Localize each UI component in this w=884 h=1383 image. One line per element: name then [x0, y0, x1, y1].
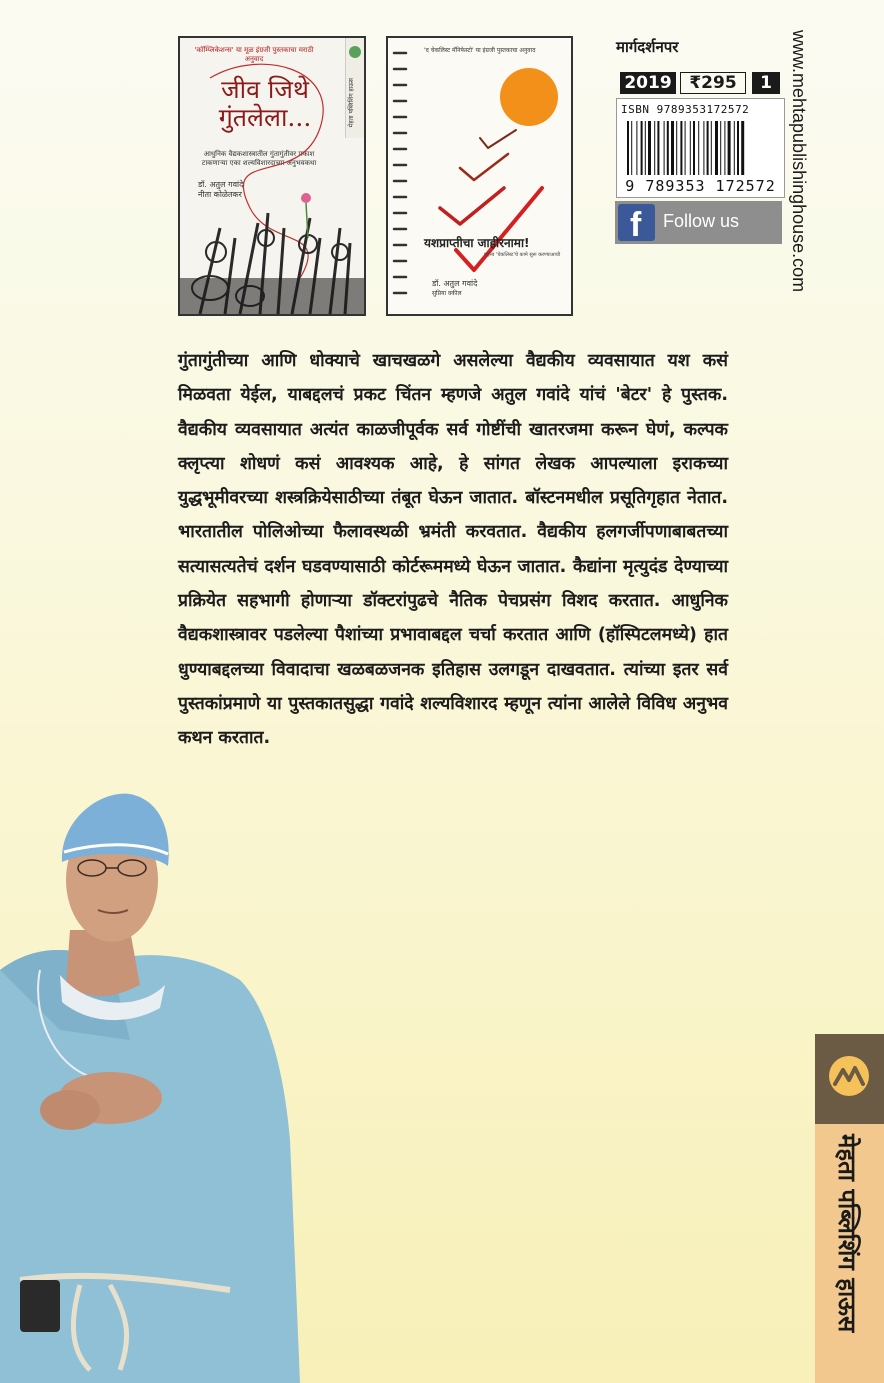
isbn-label: ISBN 9789353172572 [621, 103, 750, 116]
author-photo [0, 780, 300, 1383]
publisher-logo [815, 1034, 884, 1124]
price-row [620, 72, 781, 96]
publisher-name: मेहता पब्लिशिंग हाऊस [833, 1134, 861, 1333]
edition-box: 1 [752, 72, 780, 94]
book1-top-note: 'कॉम्प्लिकेशन्स' या मूळ इंग्रजी पुस्तकाचा मराठी अनुवाद [194, 46, 314, 63]
price-value: ₹295 [680, 72, 746, 94]
facebook-follow-button[interactable] [615, 201, 782, 244]
book2-title: यशप्राप्तीचा जाहीरनामा! [424, 236, 530, 250]
facebook-icon: f [618, 204, 655, 241]
barcode-digits: 9 789353 172572 [625, 177, 776, 195]
follow-us-label: Follow us [663, 211, 740, 231]
website-text: www.mehtapublishinghouse.com [789, 30, 809, 293]
year-box: 2019 [620, 72, 676, 94]
publisher-website [788, 30, 814, 320]
book2-top-note: 'द चेकलिस्ट मॅनिफेस्टो' या इंग्रजी पुस्तकाचा अनुवाद [424, 47, 536, 54]
book2-author-block [432, 278, 477, 297]
book1-author: डॉ. अतुल गवांदे [198, 180, 244, 189]
book-description: गुंतागुंतीच्या आणि धोक्याचे खाचखळगे असलेल्या वैद्यकीय व्यवसायात यश कसं मिळवता येईल, याबद्दलचं प्रकट चिंतन म्हणजे अतुल गवांदे यांचं 'बेटर' हे पुस्तक. वैद्यकीय व्यवसायात अत्यंत काळजीपूर्वक सर्व गोष्टींची खातरजमा करून घेणं, कल्पक क्लृप्त्या शोधणं कसं आवश्यक आहे, हे सांगत लेखक आपल्याला इराकच्या युद्धभूमीवरच्या शस्त्रक्रियेसाठीच्या तंबूत घेऊन जातात. बॉस्टनमधील प्रसूतिगृहात नेतात. भारतातील पोलिओच्या फैलावस्थळी भ्रमंती करवतात. वैद्यकीय हलगर्जीपणाबाबतच्या सत्यासत्यतेचं दर्शन घडवण्यासाठी कोर्टरूममध्ये घेऊन जातात. कैद्यांना मृत्युदंड देण्याच्या प्रक्रियेत सहभागी होणाऱ्या डॉक्टरांपुढचे नैतिक पेचप्रसंग विशद करतात. आधुनिक वैद्यकशास्त्रावर पडलेल्या पैशांच्या प्रभावाबद्दल चर्चा करतात आणि (हॉस्पिटलमध्ये) हात धुण्याबद्दलच्या विवादाचा खळबळजनक इतिहास उलगडून दाखवतात. त्यांच्या इतर सर्व पुस्तकांप्रमाणे या पुस्तकातसुद्धा गवांदे शल्यविशारद म्हणून त्यांना आलेले विविध अनुभव कथन करतात. [178, 351, 728, 749]
publisher-tab [815, 1034, 884, 1383]
category-label: मार्गदर्शनपर [616, 38, 679, 56]
checkmarks-illustration [388, 38, 571, 314]
book1-title: जीव जिथे गुंतलेला... [218, 75, 312, 132]
book-thumbnail-yashpraptheecha-jaheernama [386, 36, 573, 316]
book1-spine-label: मेहता पब्लिशिंग हाऊस [348, 78, 355, 128]
book2-translator: सुप्रिया वकील [432, 290, 462, 297]
book-thumbnail-jeev-jithe-guntalela [178, 36, 366, 316]
surgical-instruments-illustration [180, 38, 364, 314]
book1-translator: नीता कोळेतकर [198, 190, 242, 199]
mehta-logo-icon [829, 1056, 869, 1096]
book1-subtitle: आधुनिक वैद्यकशास्त्रातील गुंतागुंतीवर प्रकाश टाकणाऱ्या एका शल्यविशारदाच्या अनुभवकथा [201, 150, 317, 167]
isbn-barcode-block [616, 98, 785, 198]
book2-subtitle: महत्त्व 'चेकलिस्ट'चे कामे सुरू करण्याआधी [484, 252, 561, 258]
book2-author: डॉ. अतुल गवांदे [432, 279, 478, 288]
barcode-icon [627, 121, 775, 175]
